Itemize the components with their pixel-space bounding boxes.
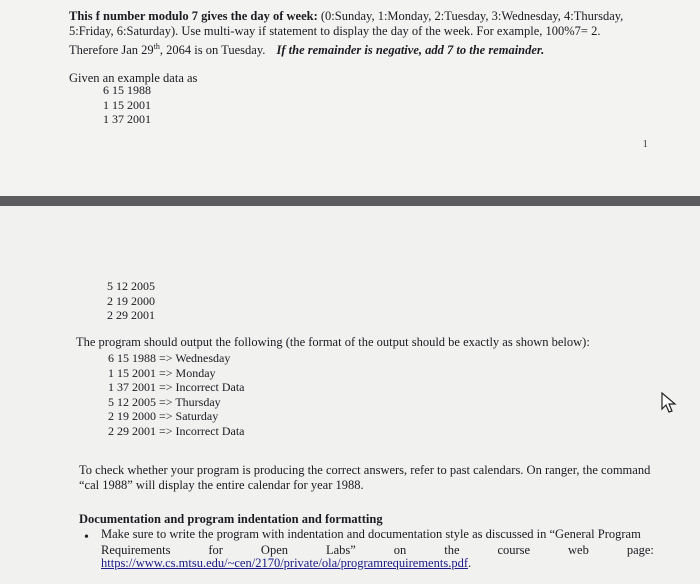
link-suffix: .	[467, 556, 472, 570]
check-line-1: To check whether your program is producing the correct answers, refer to past calendars. On ranger, the command	[79, 463, 651, 477]
list-item: 2 19 2000	[107, 293, 155, 308]
requirements-link[interactable]: https://www.cs.mtsu.edu/~cen/2170/private/ola/programrequirements.pdf	[101, 556, 468, 570]
page-divider	[0, 196, 700, 206]
output-intro: The program should output the following (the format of the output should be exactly as shown below):	[76, 335, 590, 349]
date-prefix: Therefore Jan 29	[69, 43, 154, 58]
page-number: 1	[642, 138, 648, 150]
list-item: 2 29 2001	[107, 308, 155, 322]
negative-remainder-note: If the remainder is negative, add 7 to the remainder.	[276, 43, 545, 58]
list-item: 1 37 2001	[103, 112, 151, 126]
list-item: 6 15 1988	[103, 83, 151, 97]
intro-line-2: 5:Friday, 6:Saturday). Use multi-way if statement to display the day of the week. For example, 100%7= 2.	[69, 24, 601, 38]
output-line: 2 19 2000 => Saturday	[108, 409, 219, 423]
documentation-heading: Documentation and program indentation and formatting	[79, 512, 383, 526]
intro-line-1	[69, 9, 623, 24]
list-item: 5 12 2005	[107, 279, 155, 293]
intro-rest: (0:Sunday, 1:Monday, 2:Tuesday, 3:Wednesday, 4:Thursday,	[317, 9, 624, 23]
output-line: 1 37 2001 => Incorrect Data	[108, 380, 245, 394]
given-label: Given an example data as	[69, 71, 198, 85]
intro-line-3	[69, 39, 544, 58]
intro-bold: This f number modulo 7 gives the day of week:	[69, 9, 318, 23]
date-suffix: th	[153, 42, 160, 51]
more-data-list	[107, 279, 155, 323]
check-line-2: “cal 1988” will display the entire calendar for year 1988.	[79, 478, 364, 492]
bullet-line-1: Make sure to write the program with indentation and documentation style as discussed in “General Program	[101, 527, 641, 541]
output-line: 1 15 2001 => Monday	[108, 365, 216, 380]
requirements-link-line	[101, 556, 471, 571]
output-line: 6 15 1988 => Wednesday	[108, 351, 231, 365]
bullet-line-2: Requirements for Open Labs” on the course web page:	[101, 543, 654, 557]
list-item: 1 15 2001	[103, 97, 151, 112]
bullet-icon: •	[84, 530, 89, 545]
date-rest: , 2064 is on Tuesday.	[159, 43, 266, 58]
output-line: 2 29 2001 => Incorrect Data	[108, 423, 245, 438]
mouse-cursor-icon	[660, 392, 678, 414]
given-data-list	[103, 83, 151, 127]
output-line: 5 12 2005 => Thursday	[108, 394, 221, 409]
output-list	[108, 351, 245, 438]
